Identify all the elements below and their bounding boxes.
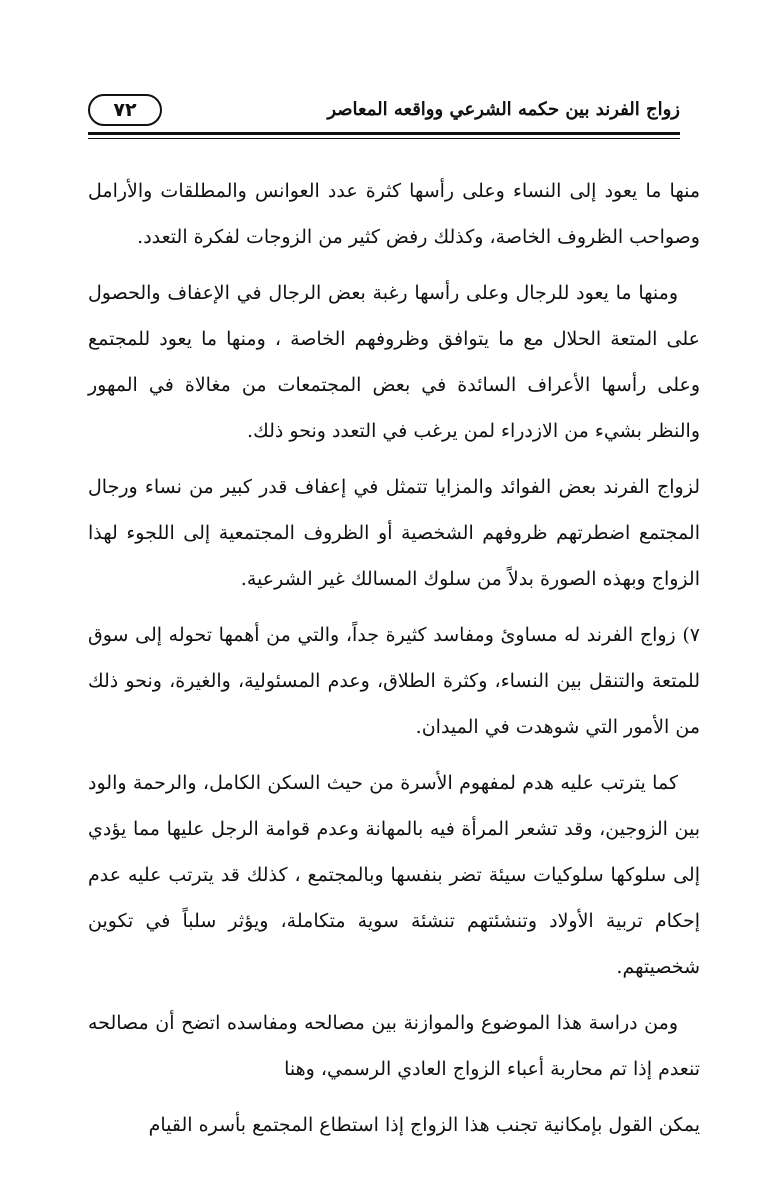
paragraph-6: ومن دراسة هذا الموضوع والموازنة بين مصالحه ومفاسده اتضح أن مصالحه تنعدم إذا تم محاربة أعباء الزواج العادي الرسمي، وهنا — [88, 1012, 700, 1080]
header-rule-thick — [88, 132, 680, 135]
running-title: زواج الفرند بين حكمه الشرعي وواقعه المعاصر — [327, 99, 680, 120]
paragraph-4: ٧) زواج الفرند له مساوئ ومفاسد كثيرة جداً، والتي من أهمها تحوله إلى سوق للمتعة والتنقل بين النساء، وكثرة الطلاق، وعدم المسئولية، والغيرة، ونحو ذلك من الأمور التي شوهدت في الميدان. — [88, 624, 700, 738]
paragraph-2: ومنها ما يعود للرجال وعلى رأسها رغبة بعض الرجال في الإعفاف والحصول على المتعة الحلال مع ما يتوافق وظروفهم الخاصة ، ومنها ما يعود للمجتمع وعلى رأسها الأعراف السائدة في بعض المجتمعات من مغالاة في المهور والنظر بشيء من الازدراء لمن يرغب في التعدد ونحو ذلك. — [88, 282, 700, 442]
page-number-badge: ٧٢ — [88, 94, 162, 126]
paragraph-7: يمكن القول بإمكانية تجنب هذا الزواج إذا استطاع المجتمع بأسره القيام — [148, 1114, 700, 1136]
header-rule-thin — [88, 138, 680, 139]
paragraph-3: لزواج الفرند بعض الفوائد والمزايا تتمثل في إعفاف قدر كبير من نساء ورجال المجتمع اضطرتهم ظروفهم الشخصية أو الظروف المجتمعية إلى اللجوء لهذا الزواج وبهذه الصورة بدلاً من سلوك المسالك غير الشرعية. — [88, 476, 700, 590]
paragraph-1: منها ما يعود إلى النساء وعلى رأسها كثرة عدد العوانس والمطلقات والأرامل وصواحب الظروف الخاصة، وكذلك رفض كثير من الزوجات لفكرة التعدد. — [88, 180, 700, 248]
page-header — [88, 92, 680, 132]
paragraph-5: كما يترتب عليه هدم لمفهوم الأسرة من حيث السكن الكامل، والرحمة والود بين الزوجين، وقد تشعر المرأة فيه بالمهانة وعدم قوامة الرجل عليها مما يؤدي إلى سلوكها سلوكيات سيئة تضر بنفسها وبالمجتمع ، كذلك قد يترتب عليه عدم إحكام تربية الأولاد وتنشئتهم تنشئة سوية متكاملة، ويؤثر سلباً في تكوين شخصيتهم. — [88, 772, 700, 978]
body-text — [88, 168, 700, 1148]
